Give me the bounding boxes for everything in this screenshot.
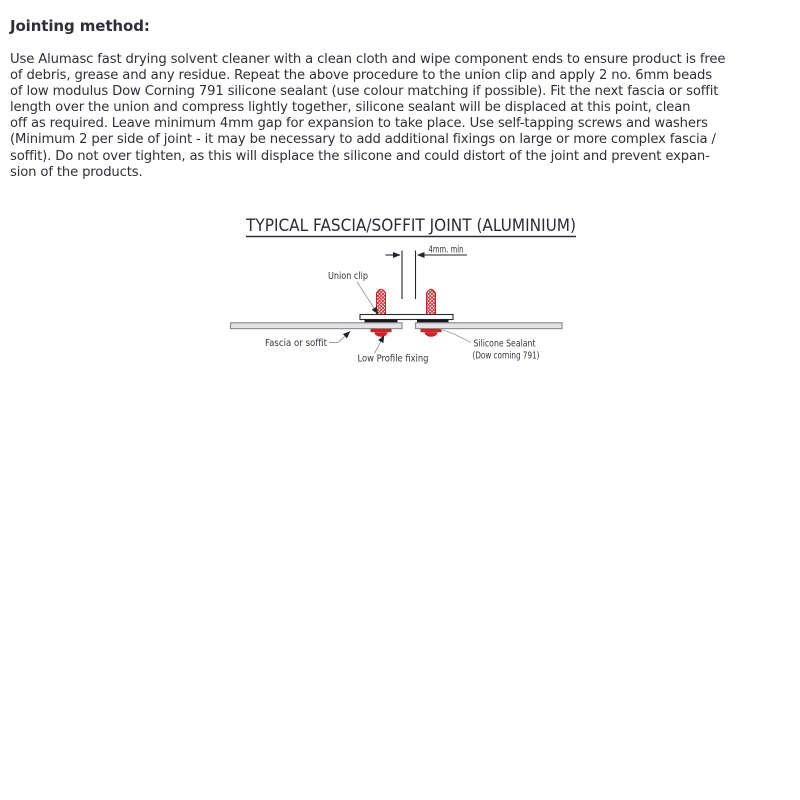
silicone-sealant-leader-line bbox=[440, 329, 472, 343]
fascia-panel-left bbox=[231, 323, 403, 329]
fixing-head-flange-right bbox=[421, 329, 442, 332]
paragraph-line: soffit). Do not over tighten, as this will displace the silicone and could distort of the joint and prevent expan- bbox=[10, 148, 710, 164]
union-clip-leader-line bbox=[357, 282, 378, 314]
union-clip-label: Union clip bbox=[328, 271, 368, 282]
paragraph-line: of debris, grease and any residue. Repeat the above procedure to the union clip and apply 2 no. 6mm beads bbox=[10, 68, 712, 84]
fixing-head-flange-left bbox=[371, 329, 392, 332]
union-clip-plate bbox=[360, 315, 453, 320]
fascia-panel-right bbox=[416, 323, 563, 329]
fascia-leader-line bbox=[329, 332, 350, 343]
paragraph-line: Use Alumasc fast drying solvent cleaner with a clean cloth and wipe component ends to ensure product is free bbox=[10, 52, 726, 67]
body-paragraph bbox=[10, 52, 796, 181]
silicone-sealant-label-line1: Silicone Sealant bbox=[473, 338, 536, 350]
diagram-title: TYPICAL FASCIA/SOFFIT JOINT (ALUMINIUM) bbox=[245, 216, 576, 236]
silicone-sealant-label-line2: (Dow corning 791) bbox=[472, 350, 540, 362]
fascia-label: Fascia or soffit bbox=[265, 338, 328, 349]
dimension-label: 4mm. min bbox=[428, 244, 464, 256]
paragraph-line: off as required. Leave minimum 4mm gap for expansion to take place. Use self-tapping screws and washers bbox=[10, 116, 708, 132]
low-profile-fixing-leader-line bbox=[375, 336, 385, 354]
paragraph-line: (Minimum 2 per side of joint - it may be necessary to add additional fixings on large or more complex fascia / bbox=[10, 132, 716, 148]
joint-diagram-svg bbox=[215, 210, 585, 370]
low-profile-fixing-label: Low Profile fixing bbox=[357, 353, 429, 365]
fixing-head-dome-left bbox=[375, 332, 388, 337]
fixing-head-dome-right bbox=[425, 332, 438, 337]
paragraph-line: sion of the products. bbox=[10, 164, 143, 180]
paragraph-line: length over the union and compress lightly together, silicone sealant will be displaced at this point, clean bbox=[10, 100, 691, 116]
paragraph-line: of low modulus Dow Corning 791 silicone sealant (use colour matching if possible). Fit the next fascia or soffit bbox=[10, 84, 719, 100]
page-title: Jointing method: bbox=[10, 17, 150, 35]
joint-diagram bbox=[215, 210, 585, 370]
